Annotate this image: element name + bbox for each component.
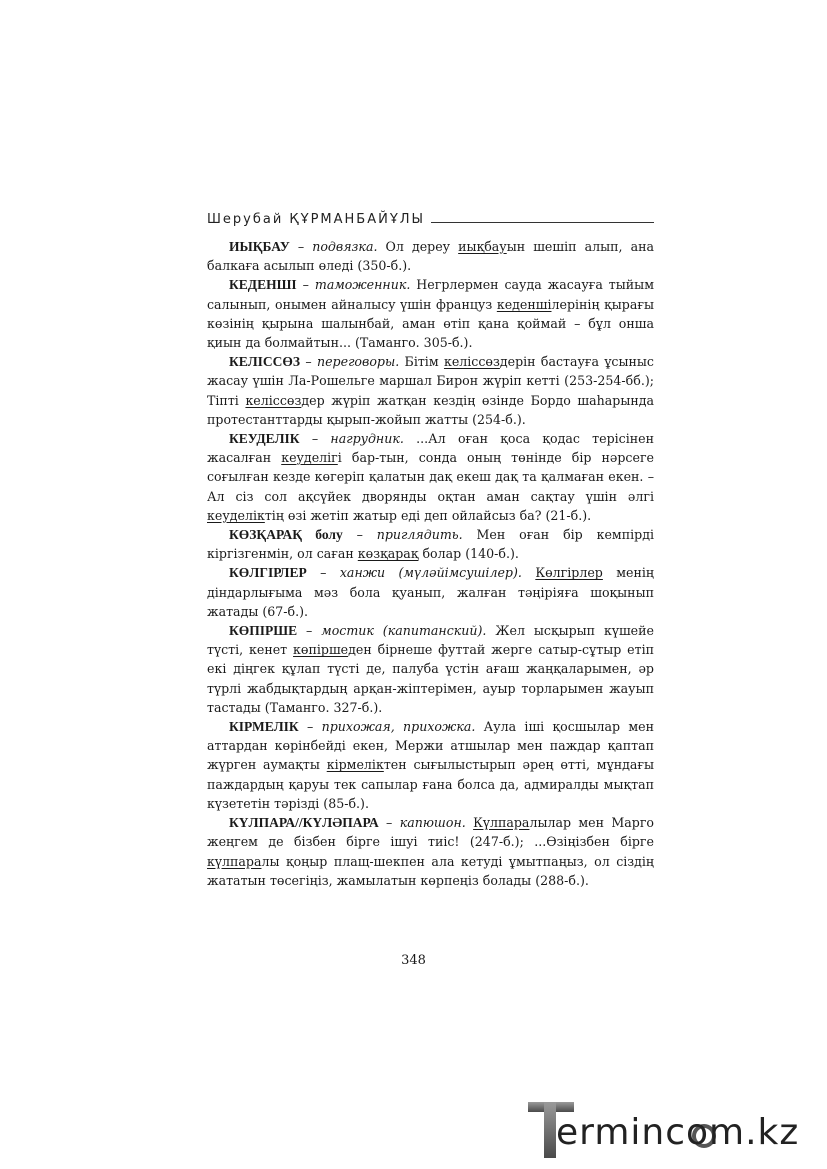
underlined-term: көзқарақ xyxy=(357,546,419,562)
translation: ханжи (мүләйімсушілер). xyxy=(339,565,522,581)
translation: нагрудник. xyxy=(330,431,404,447)
example-text: Негрлермен сауда жасауға тыйым салынып, онымен айналысу үшін француз xyxy=(207,277,654,312)
example-text: Бітім xyxy=(399,354,444,370)
headword: КӨПІРШЕ xyxy=(229,623,298,639)
dictionary-entry xyxy=(207,352,654,429)
underlined-term: Күлпара xyxy=(473,815,530,831)
translation: капюшон. xyxy=(399,815,466,831)
example-text: лерінің қырағы көзінің қырына шалынбай, аман өтіп қана қоймай – бұл онша қиын да болмайтын... (Таманго. 305-б.). xyxy=(207,296,654,351)
dash: – xyxy=(342,527,377,543)
example-text: Ол дереу xyxy=(377,239,459,254)
underlined-term: күлпара xyxy=(207,853,262,869)
termincom-logo xyxy=(522,1092,814,1164)
dictionary-entry xyxy=(207,717,654,813)
dash: – xyxy=(289,239,313,254)
translation: переговоры. xyxy=(316,354,400,370)
headword: КІРМЕЛІК xyxy=(229,719,299,735)
underlined-term: көпірше xyxy=(293,642,349,658)
dictionary-entry xyxy=(207,525,654,563)
page-number: 348 xyxy=(401,953,426,968)
running-head xyxy=(207,212,654,227)
example-text: лы қоңыр плащ-шекпен ала кетуді ұмытпаңыз, ол сіздің жататын төсегіңіз, жамылатын көрпеңіз болады (288-б.). xyxy=(207,853,654,888)
example-text: Аула іші қосшылар мен аттардан көрінбейді екен, Мержи атшылар мен паждар қаптап жүрген аумақты xyxy=(207,719,654,773)
example-text xyxy=(522,565,535,580)
dash: – xyxy=(298,719,322,735)
translation: подвязка. xyxy=(312,239,378,254)
dictionary-entries xyxy=(207,237,654,890)
headword: КӨЗҚАРАҚ болу xyxy=(229,527,343,543)
headword: КҮЛПАРА//КҮЛӘПАРА xyxy=(229,815,379,831)
example-text: болар (140-б.). xyxy=(418,546,519,562)
underlined-term: кеденші xyxy=(496,296,552,312)
dash: – xyxy=(306,565,340,581)
dictionary-entry xyxy=(207,275,654,352)
example-text xyxy=(466,815,473,830)
example-text: Мен оған бір кемпірді кіргізгенмін, ол саған xyxy=(207,527,654,562)
dash: – xyxy=(300,354,317,370)
example-text: тен сығылыстырып әрең өтті, мұндағы паждардың қаруы тек сапылар ғана болса да, адмиралды мықтап күзететін тәрізді (85-б.). xyxy=(207,757,654,811)
example-text: лылар мен Марго жеңгем де бізбен бірге ішуі тиіс! (247-б.); ...Өзіңізбен бірге xyxy=(207,815,654,850)
headword: КЕУДЕЛІК xyxy=(229,431,300,447)
underlined-term: келіссөз xyxy=(245,392,302,408)
example-text: дерін бастауға ұсыныс жасау үшін Ла-Рошельге маршал Бирон жүріп кетті (253-254-бб.); Тіпті xyxy=(207,354,654,408)
example-text: менің діндарлығыма мәз бола қуанып, жалған тәңіріяға шоқынып жатады (67-б.). xyxy=(207,565,655,619)
underlined-term: иықбау xyxy=(458,239,507,254)
translation: таможенник. xyxy=(314,277,411,293)
logo-text: ermincom.kz xyxy=(556,1112,800,1153)
translation: приглядить. xyxy=(376,527,463,543)
example-text: ден бірнеше футтай жерге сатыр-сұтыр етіп екі діңгек құлап түсті де, палуба үстін ағаш жаңқаларымен, әр түрлі жабдықтардың арқан-жіптерімен, ауыр торларымен жауып тастады (Таманго. 327-б.). xyxy=(207,642,654,715)
underlined-term: кеуделік xyxy=(207,507,265,523)
dash: – xyxy=(297,623,322,639)
example-text: Жел ысқырып күшейе түсті, кенет xyxy=(207,623,654,658)
headword: КӨЛГІРЛЕР xyxy=(229,565,307,581)
dictionary-entry xyxy=(207,563,654,621)
headword: ИЫҚБАУ xyxy=(229,239,290,254)
example-text: ...Ал оған қоса қодас терісінен жасалған xyxy=(207,431,654,466)
header-rule xyxy=(431,222,654,223)
translation: прихожая, прихожка. xyxy=(321,719,476,735)
dash: – xyxy=(378,815,400,831)
underlined-term: Көлгірлер xyxy=(535,565,603,581)
example-text: тің өзі жетіп жатыр еді деп ойлайсыз ба? (21-б.). xyxy=(264,507,592,523)
dash: – xyxy=(296,277,315,293)
example-text: дер жүріп жатқан кездің өзінде Бордо шаһарында протестанттарды қырып-жойып жатты (254-б.). xyxy=(207,392,654,427)
author-name: Шерубай ҚҰРМАНБАЙҰЛЫ xyxy=(207,212,426,227)
example-text: і бар-тын, сонда оның төнінде бір нәрсеге соғылған кезде көгеріп қалатын дақ екеш дақ та қалмаған екен. – Ал сіз сол ақсүйек дворянды оқтан аман сақтау үшін әлгі xyxy=(207,450,654,504)
example-text: ын шешіп алып, ана балкаға асылып өледі (350-б.). xyxy=(207,239,654,274)
dictionary-entry xyxy=(207,237,654,275)
underlined-term: келіссөз xyxy=(443,354,500,370)
dictionary-entry xyxy=(207,621,654,717)
dictionary-entry xyxy=(207,429,654,525)
headword: КЕДЕНШІ xyxy=(229,277,297,293)
headword: КЕЛІССӨЗ xyxy=(229,354,301,370)
dictionary-entry xyxy=(207,813,654,890)
translation: мостик (капитанский). xyxy=(321,623,487,639)
underlined-term: кірмелік xyxy=(326,757,384,773)
dash: – xyxy=(299,431,331,447)
underlined-term: кеуделіг xyxy=(281,450,338,466)
